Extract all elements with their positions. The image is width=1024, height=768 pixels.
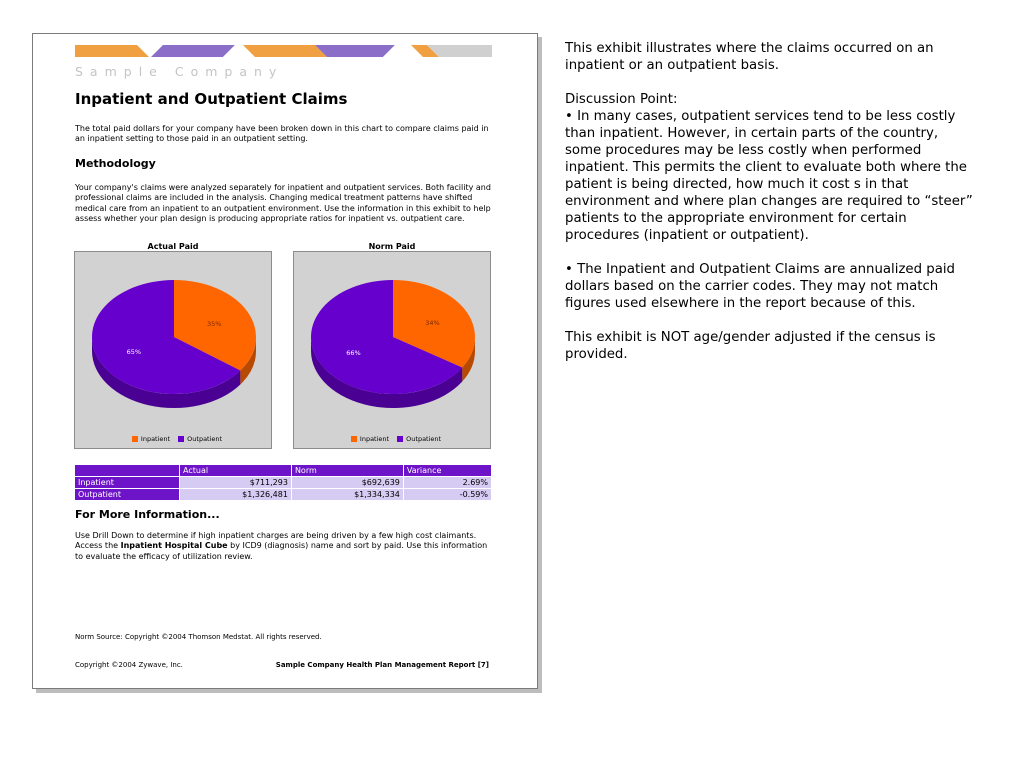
table-cell-variance: 2.69% [403,477,491,489]
legend-label-outpatient: Outpatient [406,435,442,443]
legend-label-inpatient: Inpatient [140,435,171,443]
table-cell-norm: $692,639 [291,477,403,489]
legend-swatch-outpatient [397,436,403,442]
legend-label-inpatient: Inpatient [359,435,390,443]
pie-data-label-inpatient: 35% [206,319,222,328]
inpatient-cube-link-text: Inpatient Hospital Cube [120,541,228,551]
report-name: Sample Company Health Plan Management Report [7] [275,661,489,669]
methodology-text: Your company's claims were analyzed separately for inpatient and outpatient services. Both facility and professional claims are included in the analysis. Changing medical treatment patterns have shifted medical care from an inpatient to an outpatient environment. Use the information in this exhibit to help assess whether your plan design is producing appropriate ratios for inpatient vs. outpatient care. [75,183,491,223]
table-cell-actual: $1,326,481 [180,489,292,501]
pie-svg-norm [294,252,492,432]
table-header-cell: Variance [403,465,491,477]
report-page [32,33,538,689]
legend-label-outpatient: Outpatient [187,435,223,443]
table-row [75,489,492,501]
summary-table [74,464,492,501]
discussion-notes [565,40,975,380]
decorative-banner [75,45,492,57]
pie-data-label-outpatient: 66% [346,349,361,358]
pie-chart-actual [74,251,272,449]
pie-chart-norm [293,251,491,449]
discussion-text: • In many cases, outpatient services tend to be less costly than inpatient. However, in certain parts of the country, some procedures may be less costly when performed inpatient. This permits the client to evaluate both where the patient is being directed, how much it cost s in that environment and where plan changes are required to “steer” patients to the appropriate environment for certain procedures (inpatient or outpatient). [565,109,973,243]
page-title: Inpatient and Outpatient Claims [75,90,348,108]
more-info-heading: For More Information... [75,508,220,521]
table-row [75,477,492,489]
intro-text: The total paid dollars for your company have been broken down in this chart to compare claims paid in an inpatient setting to those paid in an outpatient setting. [75,124,489,144]
table-header-cell: Actual [180,465,292,477]
table-header-cell [75,465,180,477]
table-row-label: Outpatient [75,489,180,501]
discussion-heading: Discussion Point: [565,92,678,107]
table-cell-variance: -0.59% [403,489,491,501]
legend-swatch-inpatient [351,436,357,442]
chart-legend-norm [294,435,492,443]
notes-age-gender: This exhibit is NOT age/gender adjusted if the census is provided. [565,330,936,362]
legend-swatch-inpatient [132,436,138,442]
notes-intro: This exhibit illustrates where the claims occurred on an inpatient or an outpatient basis. [565,41,934,73]
notes-annualized: • The Inpatient and Outpatient Claims are annualized paid dollars based on the carrier codes. They may not match figures used elsewhere in the report because of this. [565,262,955,311]
chart-title-actual: Actual Paid [147,242,199,251]
table-header-cell: Norm [291,465,403,477]
more-info-text-start: Use Drill Down to determine if high inpatient charges are being driven by a few high cost claimants. Access the [75,531,477,551]
pie-data-label-outpatient: 65% [126,348,142,357]
table-row-label: Inpatient [75,477,180,489]
pie-data-label-inpatient: 34% [425,318,440,327]
more-info-text-end: by ICD9 (diagnosis) name and sort by paid. Use this information to evaluate the efficacy of utilization review. [75,541,488,561]
norm-source: Norm Source: Copyright ©2004 Thomson Medstat. All rights reserved. [75,633,322,641]
legend-swatch-outpatient [178,436,184,442]
chart-title-norm: Norm Paid [368,242,416,251]
discussion-point [565,91,975,244]
table-cell-norm: $1,334,334 [291,489,403,501]
chart-legend-actual [75,435,273,443]
table-header-row [75,465,492,477]
pie-svg-actual [75,252,273,432]
methodology-heading: Methodology [75,157,156,170]
more-info-text [75,531,495,562]
company-name: Sample Company [75,64,284,79]
table-cell-actual: $711,293 [180,477,292,489]
copyright: Copyright ©2004 Zywave, Inc. [75,661,183,669]
